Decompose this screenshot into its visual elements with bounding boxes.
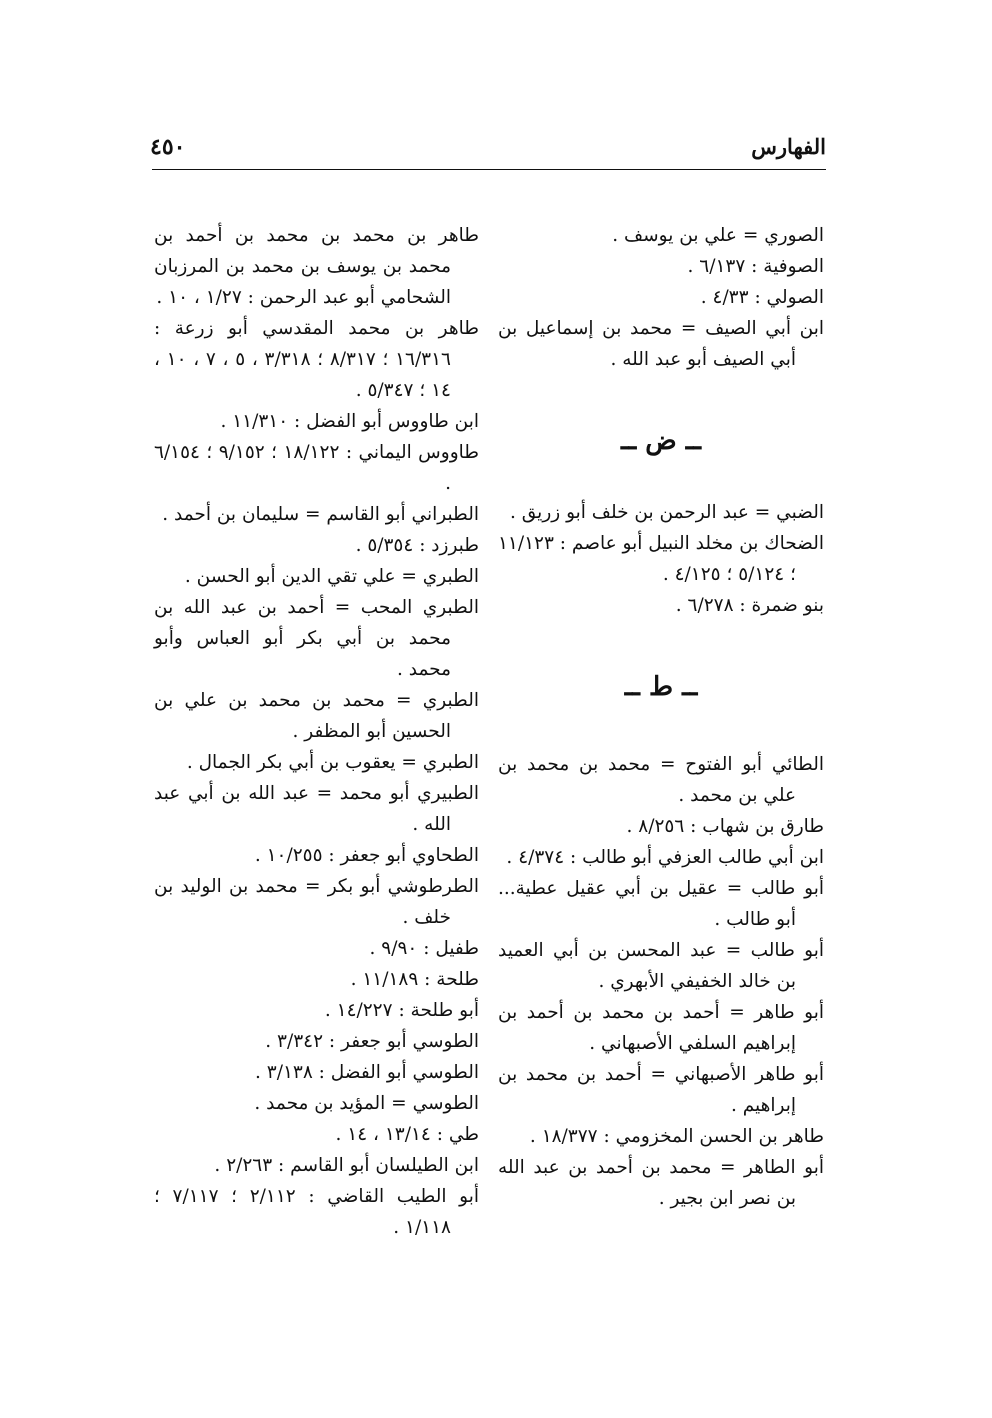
index-entry: الطبراني أبو القاسم = سليمان بن أحمد . xyxy=(162,504,479,525)
index-entry: الضحاك بن مخلد النبيل أبو عاصم : ١١/١٢٣ ؛ ٥/١٢٤ ؛ ٤/١٢٥ . xyxy=(498,533,824,585)
index-entry: الطوسي أبو الفضل : ٣/١٣٨ . xyxy=(255,1062,479,1083)
index-entry: طارق بن شهاب : ٨/٢٥٦ . xyxy=(626,816,824,837)
page-header xyxy=(150,130,826,166)
index-entry: أبو طلحة : ١٤/٢٢٧ . xyxy=(324,1000,479,1021)
letter-heading-dad: ــ ض ــ xyxy=(620,426,701,456)
left-column xyxy=(154,220,479,1243)
index-entry: الطائي أبو الفتوح = محمد بن محمد بن علي بن محمد . xyxy=(498,754,824,806)
index-entry: الضبي = عبد الرحمن بن خلف أبو زريق . xyxy=(509,502,824,523)
index-entry: طي : ١٣/١٤ ، ١٤ . xyxy=(335,1124,479,1145)
header-rule xyxy=(152,169,826,170)
index-entry: أبو طاهر = أحمد بن محمد بن أحمد بن إبراهيم السلفي الأصبهاني . xyxy=(498,1002,824,1054)
index-entry: ابن طاووس أبو الفضل : ١١/٣١٠ . xyxy=(220,411,479,432)
index-entry: الطبري المحب = أحمد بن عبد الله بن محمد بن أبي بكر أبو العباس وأبو محمد . xyxy=(154,597,479,680)
index-entry: الطحاوي أبو جعفر : ١٠/٢٥٥ . xyxy=(254,845,479,866)
index-entry: الصولي : ٤/٣٣ . xyxy=(700,287,824,308)
index-entry: الصوفية : ٦/١٣٧ . xyxy=(687,256,824,277)
index-entry: طاهر بن محمد المقدسي أبو زرعة : ١٦/٣١٦ ؛ ٨/٣١٧ ؛ ٣/٣١٨ ، ٥ ، ٧ ، ١٠ ، ١٤ ؛ ٥/٣٤٧ . xyxy=(154,318,479,401)
index-entry: الطبري = يعقوب بن أبي بكر الجمال . xyxy=(186,752,479,773)
index-entry: ابن أبي طالب العزفي أبو طالب : ٤/٣٧٤ . xyxy=(506,847,824,868)
index-entry: الطبري = علي تقي الدين أبو الحسن . xyxy=(184,566,479,587)
index-entry: طاووس اليماني : ١٨/١٢٢ ؛ ٩/١٥٢ ؛ ٦/١٥٤ . xyxy=(154,442,479,494)
letter-heading-ta: ــ ط ــ xyxy=(624,672,698,702)
index-entry: ابن الطيلسان أبو القاسم : ٢/٢٦٣ . xyxy=(214,1155,479,1176)
index-entry: بنو ضمرة : ٦/٢٧٨ . xyxy=(675,595,824,616)
index-entry: الطبري = محمد بن محمد بن علي بن الحسين أبو المظفر . xyxy=(154,690,479,742)
index-entry: الصوري = علي بن يوسف . xyxy=(612,225,824,246)
index-entry: أبو طالب = عقيل بن أبي عقيل عطية... أبو طالب . xyxy=(498,878,824,930)
index-entry: طلحة : ١١/١٨٩ . xyxy=(350,969,479,990)
index-entry: الطرطوشي أبو بكر = محمد بن الوليد بن خلف . xyxy=(154,876,479,928)
running-title: الفهارس xyxy=(751,134,826,159)
page-number: ٤٥٠ xyxy=(150,134,186,160)
index-entry: الطوسي = المؤيد بن محمد . xyxy=(254,1093,479,1114)
right-column xyxy=(498,220,824,1214)
index-entry: الطبيري أبو محمد = عبد الله بن أبي عبد الله . xyxy=(154,783,479,835)
index-entry: أبو طاهر الأصبهاني = أحمد بن محمد بن إبراهيم . xyxy=(498,1064,824,1116)
index-entry: أبو الطاهر = محمد بن أحمد بن عبد الله بن نصر ابن بجير . xyxy=(498,1157,824,1209)
index-entry: طفيل : ٩/٩٠ . xyxy=(369,938,479,959)
index-entry: ابن أبي الصيف = محمد بن إسماعيل بن أبي الصيف أبو عبد الله . xyxy=(498,318,824,370)
index-entry: طبرزد : ٥/٣٥٤ . xyxy=(355,535,479,556)
index-entry: طاهر بن محمد بن محمد بن أحمد بن محمد بن يوسف بن محمد بن المرزبان الشحامي أبو عبد الرحمن : ١/٢٧ ، ١٠ . xyxy=(154,225,479,308)
index-entry: أبو طالب = عبد المحسن بن أبي العميد بن خالد الخفيفي الأبهري . xyxy=(498,940,824,992)
index-entry: الطوسي أبو جعفر : ٣/٣٤٢ . xyxy=(265,1031,479,1052)
index-entry: طاهر بن الحسن المخزومي : ١٨/٣٧٧ . xyxy=(529,1126,824,1147)
index-entry: أبو الطيب القاضي : ٢/١١٢ ؛ ٧/١١٧ ؛ ١/١١٨ . xyxy=(154,1186,479,1238)
